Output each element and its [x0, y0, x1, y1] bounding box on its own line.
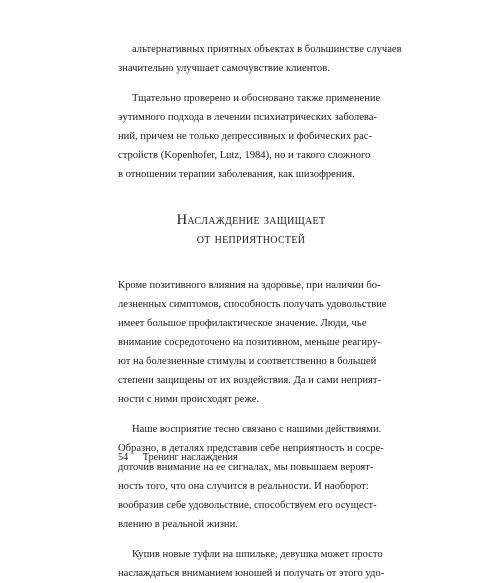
text-line: степени защищены от их воздействия. Да и сами неприят- [118, 375, 382, 386]
text-line: лезненных симптомов, способность получать удовольствие [118, 299, 387, 310]
running-title: Тренинг наслаждения [142, 452, 238, 463]
text-column [118, 40, 402, 583]
text-line: Тщательно проверено и обосновано также применение [132, 93, 381, 104]
text-line: Образно, в деталях представив себе неприятность и сосре- [118, 443, 384, 454]
paragraph-euthymic-approach [118, 89, 384, 184]
paragraph-alternative-objects [118, 40, 402, 78]
text-line: влению в реальной жизни. [118, 519, 238, 530]
text-line: ности с ними происходят реже. [118, 394, 260, 405]
text-line: имеет большое профилактическое значение. Люди, чье [118, 318, 367, 329]
text-line: стройств (Kopenhofer, Lutz, 1984), но и такого сложного [118, 150, 371, 161]
text-line: ность того, что она случится в реальности. И наоборот: [118, 481, 369, 492]
text-line: доточив внимание на ее сигналах, мы повышаем вероят- [118, 462, 374, 473]
text-line: наслаждаться вниманием юношей и получать от этого удо- [118, 568, 385, 579]
paragraph-prophylactic-value [118, 276, 387, 409]
text-line: значительно улучшает самочувствие клиентов. [118, 63, 330, 74]
text-line: Наше восприятие тесно связано с нашими действиями. [132, 424, 382, 435]
section-heading-line: от неприятностей [196, 231, 306, 247]
text-line: ний, причем не только депрессивных и фобических рас- [118, 131, 373, 142]
text-line: внимание сосредоточено на позитивном, меньше реагиру- [118, 337, 382, 348]
section-heading-line: Наслаждение защищает [176, 212, 326, 228]
paragraph-perception-and-actions [118, 420, 384, 534]
page-number: 54 [118, 452, 129, 463]
text-line: ют на болезненные стимулы и соответственно в большей [118, 356, 377, 367]
text-line: Купив новые туфли на шпильке, девушка может просто [132, 549, 383, 560]
text-line: эутимного подхода в лечении психиатрических заболева- [118, 112, 378, 123]
text-line: вообразив себе удовольствие, способствуем его осущест- [118, 500, 377, 511]
paragraph-new-shoes [118, 545, 384, 583]
section-heading [118, 211, 384, 249]
text-line: в отношении терапии заболевания, как шизофрения. [118, 169, 355, 180]
page-footer [118, 451, 238, 465]
text-line: Кроме позитивного влияния на здоровье, при наличии бо- [118, 280, 381, 291]
text-line: альтернативных приятных объектах в большинстве случаев [132, 44, 402, 55]
